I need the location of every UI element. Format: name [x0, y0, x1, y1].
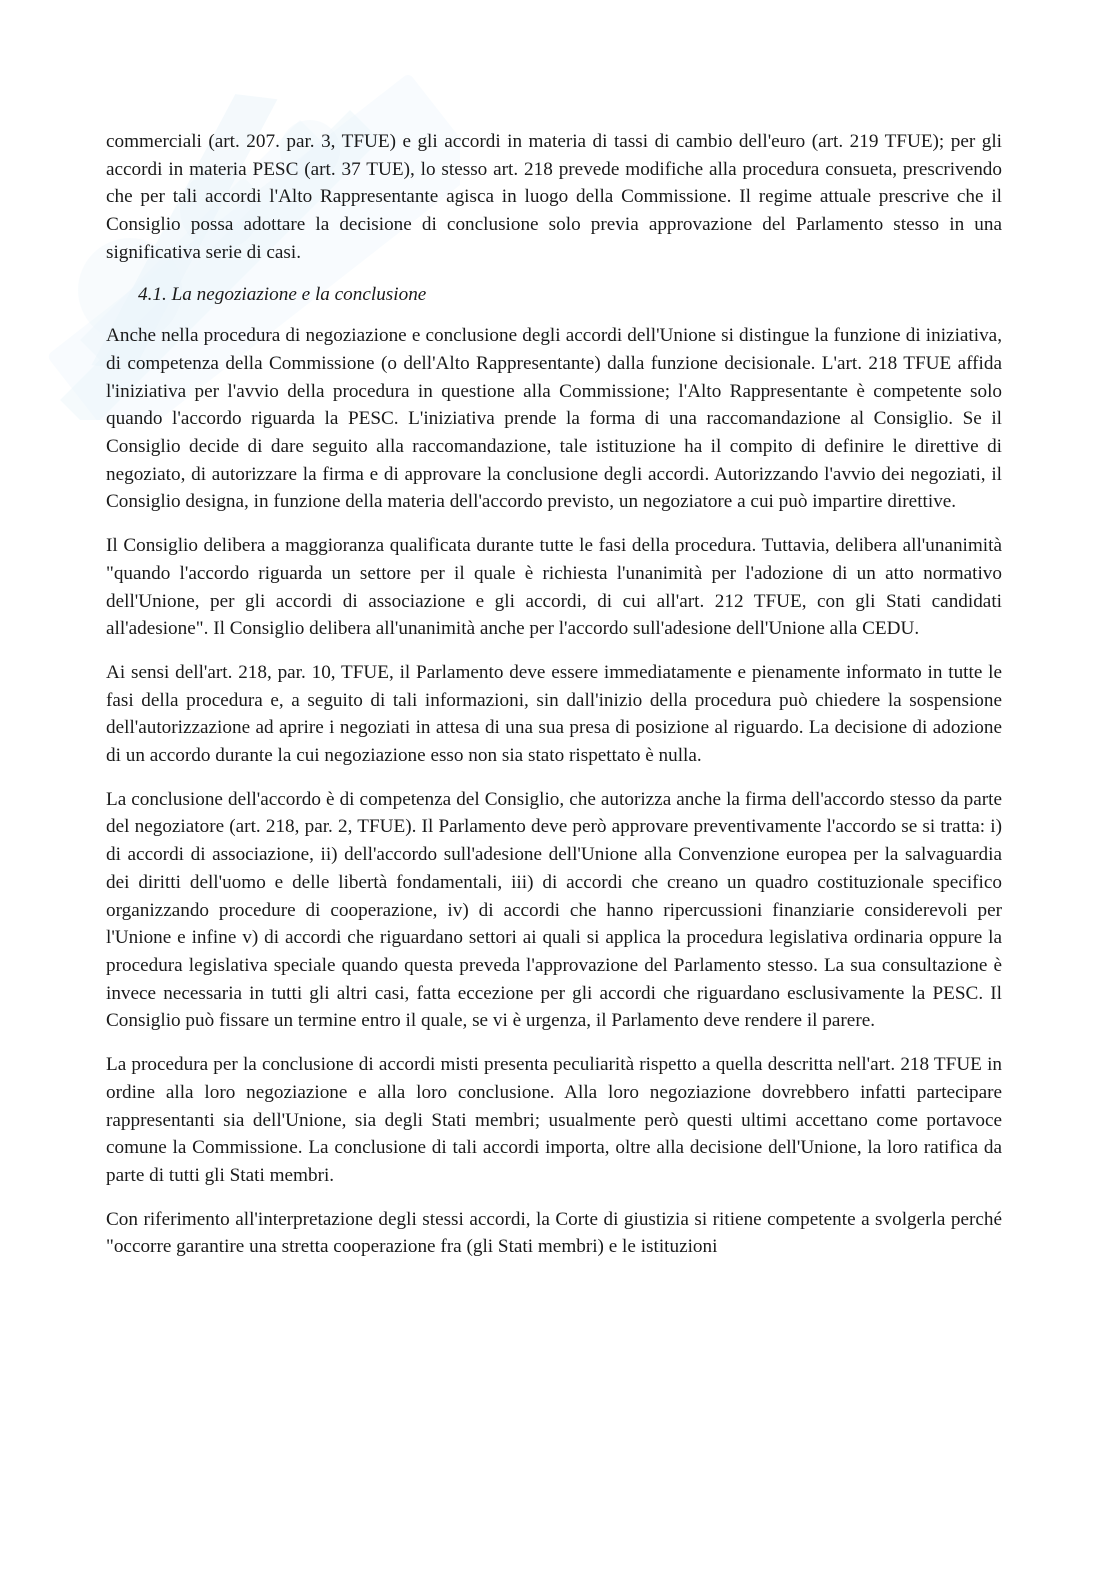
- paragraph: Ai sensi dell'art. 218, par. 10, TFUE, il Parlamento deve essere immediatamente e pienamente informato in tutte le fasi della procedura e, a seguito di tali informazioni, sin dall'inizio della procedura può chiedere la sospensione dell'autorizzazione ad aprire i negoziati in attesa di una sua presa di posizione al riguardo. La decisione di adozione di un accordo durante la cui negoziazione esso non sia stato rispettato è nulla.: [106, 661, 1002, 767]
- paragraph: La conclusione dell'accordo è di competenza del Consiglio, che autorizza anche la firma dell'accordo stesso da parte del negoziatore (art. 218, par. 2, TFUE). Il Parlamento deve però approvare preventivamente l'accordo se si tratta: i) di accordi di associazione, ii) dell'accordo sull'adesione dell'Unione alla Convenzione europea per la salvaguardia dei diritti dell'uomo e delle libertà fondamentali, iii) di accordi che creano un quadro costituzionale specifico organizzando procedure di cooperazione, iv) di accordi che hanno ripercussioni finanziarie considerevoli per l'Unione e infine v) di accordi che riguardano settori ai quali si applica la procedura legislativa ordinaria oppure la procedura legislativa speciale quando questa preveda l'approvazione del Parlamento stesso. La sua consultazione è invece necessaria in tutti gli altri casi, fatta eccezione per gli accordi che riguardano esclusivamente la PESC. Il Consiglio può fissare un termine entro il quale, se vi è urgenza, il Parlamento deve rendere il parere.: [106, 788, 1002, 1032]
- paragraph: Con riferimento all'interpretazione degli stessi accordi, la Corte di giustizia si ritiene competente a svolgerla perché "occorre garantire una stretta cooperazione fra (gli Stati membri) e le istituzioni: [106, 1208, 1002, 1258]
- paragraph: Anche nella procedura di negoziazione e conclusione degli accordi dell'Unione si distingue la funzione di iniziativa, di competenza della Commissione (o dell'Alto Rappresentante) dalla funzione decisionale. L'art. 218 TFUE affida l'iniziativa per l'avvio della procedura in questione alla Commissione; l'Alto Rappresentante è competente solo quando l'accordo riguarda la PESC. L'iniziativa prende la forma di una raccomandazione al Consiglio. Se il Consiglio decide di dare seguito alla raccomandazione, tale istituzione ha il compito di definire le direttive di negoziato, di autorizzare la firma e di approvare la conclusione degli accordi. Autorizzando l'avvio dei negoziati, il Consiglio designa, in funzione della materia dell'accordo previsto, un negoziatore a cui può impartire direttive.: [106, 325, 1002, 513]
- document-body: [106, 128, 1002, 1277]
- section-heading: 4.1. La negoziazione e la conclusione: [138, 283, 427, 305]
- paragraph: Il Consiglio delibera a maggioranza qualificata durante tutte le fasi della procedura. Tuttavia, delibera all'unanimità "quando l'accordo riguarda un settore per il quale è richiesta l'unanimità per l'adozione di un atto normativo dell'Unione, per gli accordi di associazione e gli accordi, di cui all'art. 212 TFUE, con gli Stati candidati all'adesione". Il Consiglio delibera all'unanimità anche per l'accordo sull'adesione dell'Unione alla CEDU.: [106, 535, 1002, 640]
- paragraph: La procedura per la conclusione di accordi misti presenta peculiarità rispetto a quella descritta nell'art. 218 TFUE in ordine alla loro negoziazione e alla loro conclusione. Alla loro negoziazione dovrebbero infatti partecipare rappresentanti sia dell'Unione, sia degli Stati membri; usualmente però questi ultimi accettano come portavoce comune la Commissione. La conclusione di tali accordi importa, oltre alla decisione dell'Unione, la loro ratifica da parte di tutti gli Stati membri.: [106, 1054, 1002, 1186]
- paragraph: commerciali (art. 207. par. 3, TFUE) e gli accordi in materia di tassi di cambio dell'euro (art. 219 TFUE); per gli accordi in materia PESC (art. 37 TUE), lo stesso art. 218 prevede modifiche alla procedura consueta, prescrivendo che per tali accordi l'Alto Rappresentante agisca in luogo della Commissione. Il regime attuale prescrive che il Consiglio possa adottare la decisione di conclusione solo previa approvazione del Parlamento stesso in una significativa serie di casi.: [106, 131, 1002, 263]
